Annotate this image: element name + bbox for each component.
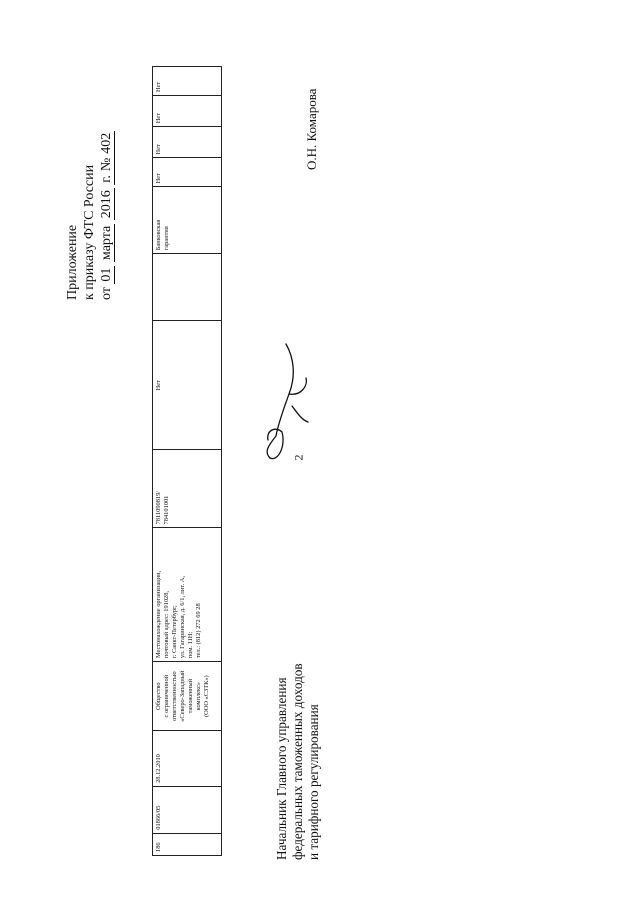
page-number: 2: [291, 454, 306, 461]
appendix-order: к приказу ФТС России: [82, 164, 97, 300]
cell-address: Местонахождение организации, почтовый адрес: 191028, г. Санкт-Петербург, ул. Гагаринская, д. 6/1, лит. А, пом. 11Н; тел.: (812) 272 69 28: [153, 528, 222, 662]
appendix-number: 402: [99, 132, 114, 154]
cell-col12: Нет: [153, 67, 222, 96]
appendix-date-line: от 01 марта 2016 г.№402: [99, 132, 114, 300]
cell-date: 28.12.2010: [153, 731, 222, 787]
appendix-year-suffix: г.: [99, 175, 114, 183]
chief-title-line2: федеральных таможенных доходов: [290, 663, 305, 860]
cell-col6: Нет: [153, 321, 222, 450]
cell-code: 01866/05: [153, 786, 222, 833]
cell-guarantee: Банковская гарантия: [153, 187, 222, 254]
appendix-year: 2016: [99, 190, 114, 219]
cell-col9: Нет: [153, 158, 222, 187]
cell-col11: Нет: [153, 96, 222, 127]
signer-name: О.Н. Комарова: [304, 88, 319, 170]
cell-organization: Общество с ограниченной ответственностью «Северо-Западный таможенный комплекс» (ООО «СЗТК»): [153, 662, 222, 731]
chief-title-line3: и тарифного регулирования: [306, 704, 321, 860]
registry-table: [152, 66, 222, 856]
cell-inn: 7811090819/ 784101001: [153, 450, 222, 528]
table-row: [153, 67, 222, 856]
cell-col10: Нет: [153, 127, 222, 158]
appendix-day: 01: [99, 267, 114, 282]
appendix-month: марта: [99, 225, 114, 261]
chief-title-line1: Начальник Главного управления: [274, 677, 289, 860]
signature-image: [256, 336, 316, 466]
appendix-title: Приложение: [65, 224, 80, 300]
cell-col7: [153, 254, 222, 321]
cell-num: 186: [153, 833, 222, 855]
appendix-number-sign: №: [99, 157, 114, 172]
